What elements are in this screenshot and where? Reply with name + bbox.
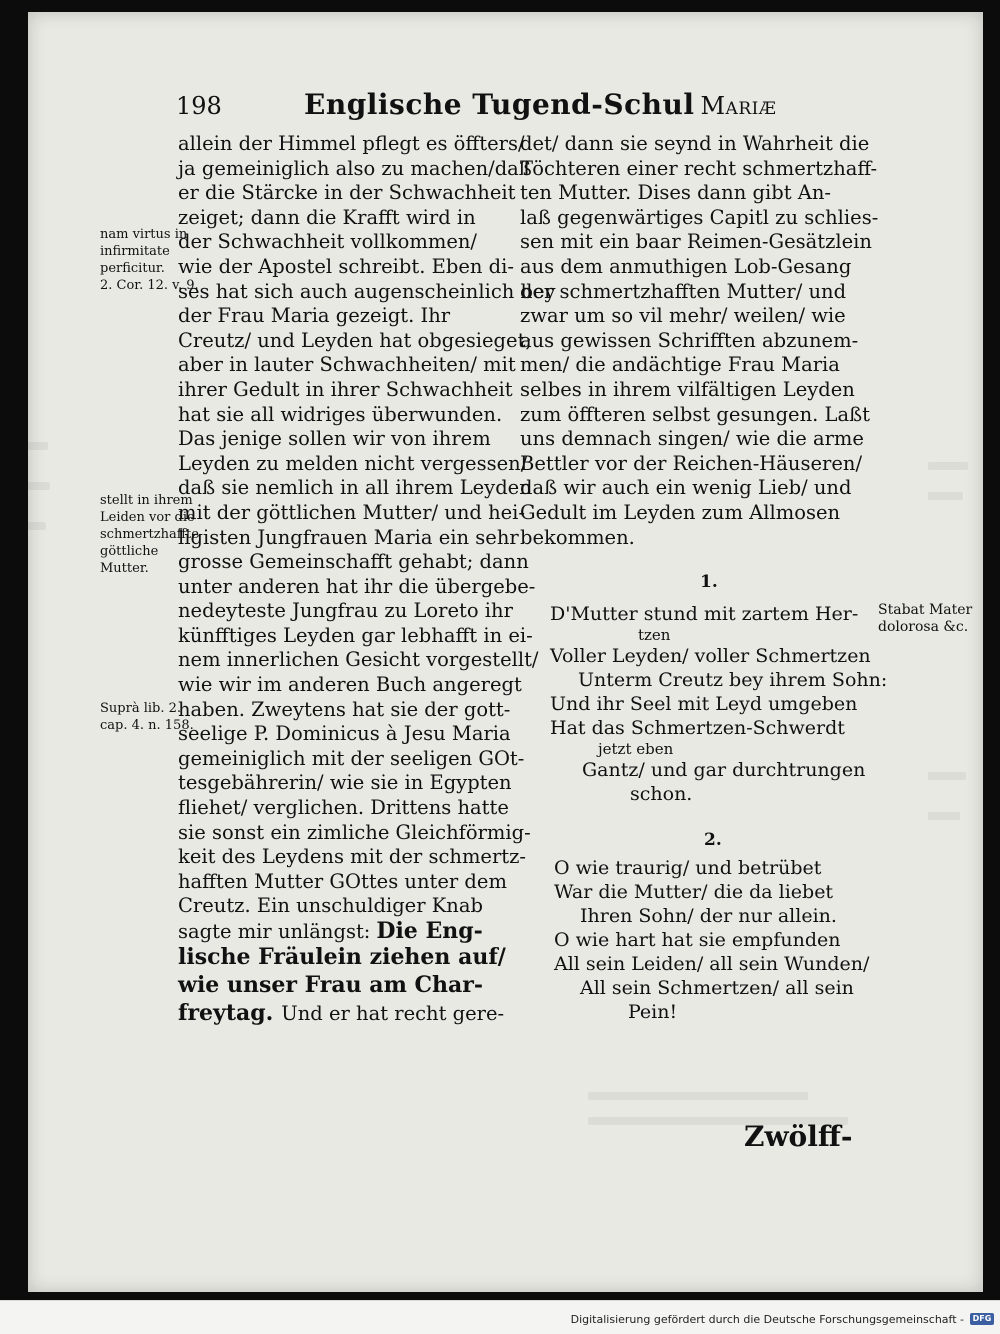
emphasis-quote: freytag.: [178, 999, 274, 1026]
text-line: künfftiges Leyden gar lebhafft in ei-: [178, 623, 533, 647]
text-line: sagte mir unlängst:: [178, 920, 371, 943]
text-line: sen mit ein baar Reimen-Gesätzlein: [520, 230, 872, 254]
left-text-column: [178, 132, 556, 1026]
text-line-rest: Und er hat recht gere-: [281, 1001, 505, 1025]
stanza-number-2: 2.: [704, 830, 722, 850]
text-line: Töchteren einer recht schmertzhaff-: [520, 156, 878, 180]
verse-line: Unterm Creutz bey ihrem Sohn:: [578, 669, 888, 691]
margin-note-line: 2. Cor. 12. v. 9.: [100, 278, 199, 293]
emphasis-quote: wie unser Frau am Char-: [178, 971, 483, 998]
text-line: Leyden zu melden nicht vergessen/: [178, 451, 528, 475]
verse-line: Und ihr Seel mit Leyd umgeben: [550, 693, 858, 715]
text-line: aus dem anmuthigen Lob-Gesang: [520, 254, 852, 278]
text-line: ja gemeiniglich also zu machen/daß: [178, 156, 532, 180]
margin-note-line: infirmitate: [100, 244, 170, 259]
text-line: keit des Leydens mit der schmertz-: [178, 845, 526, 869]
margin-note-line: Stabat Mater: [878, 602, 973, 618]
text-line: ihrer Gedult in ihrer Schwachheit: [178, 377, 513, 401]
text-line: sie sonst ein zimliche Gleichförmig-: [178, 820, 531, 844]
text-line: allein der Himmel pflegt es öffters/: [178, 132, 525, 155]
margin-note-1: [100, 226, 199, 294]
text-line: er die Stärcke in der Schwachheit: [178, 181, 516, 205]
emphasis-quote: Die Eng-: [376, 918, 483, 944]
text-line: selbes in ihrem vilfältigen Leyden: [520, 377, 855, 401]
text-line: gemeiniglich mit der seeligen GOt-: [178, 746, 525, 770]
text-line: wie der Apostel schreibt. Eben di-: [178, 254, 514, 278]
text-line: der Schwachheit vollkommen/: [178, 230, 477, 254]
margin-note-line: Suprà lib. 2.: [100, 701, 182, 716]
text-line: hat sie all widriges überwunden.: [178, 402, 503, 426]
text-line: men/ die andächtige Frau Maria: [520, 353, 840, 377]
text-line: ses hat sich auch augenscheinlich bey: [178, 279, 556, 303]
text-line: nedeyteste Jungfrau zu Loreto ihr: [178, 599, 513, 623]
text-line: zum öffteren selbst gesungen. Laßt: [520, 402, 870, 426]
margin-note-line: Mutter.: [100, 561, 149, 576]
text-line: zeiget; dann die Krafft wird in: [178, 205, 476, 229]
text-line: nem innerlichen Gesicht vorgestellt/: [178, 648, 539, 672]
footer-credit: Digitalisierung gefördert durch die Deutsche Forschungsgemeinschaft -: [570, 1313, 964, 1326]
verse-line: jetzt eben: [598, 740, 674, 758]
verse-line: Hat das Schmertzen-Schwerdt: [550, 717, 845, 739]
text-line: daß wir auch ein wenig Lieb/ und: [520, 476, 852, 500]
verse-line: Ihren Sohn/ der nur allein.: [580, 905, 837, 927]
verse-line: D'Mutter stund mit zartem Her-: [550, 603, 859, 625]
verse-line: All sein Schmertzen/ all sein: [580, 977, 854, 999]
verse-line: schon.: [630, 783, 693, 805]
text-line: daß sie nemlich in all ihrem Leyden: [178, 476, 532, 500]
text-line: seelige P. Dominicus à Jesu Maria: [178, 722, 511, 746]
verse-line: War die Mutter/ die da liebet: [554, 881, 834, 903]
verse-line: Pein!: [628, 1001, 678, 1023]
text-line: ligisten Jungfrauen Maria ein sehr: [178, 525, 519, 549]
text-line: bekommen.: [520, 525, 635, 549]
verse-line: All sein Leiden/ all sein Wunden/: [554, 953, 870, 975]
text-line: laß gegenwärtiges Capitl zu schlies-: [520, 205, 879, 229]
text-line: aus gewissen Schrifften abzunem-: [520, 328, 859, 352]
text-line: Creutz/ und Leyden hat obgesieget;: [178, 328, 532, 352]
running-head-smallcaps: Mariæ: [700, 92, 777, 120]
text-line: [178, 1001, 518, 1026]
right-text-column: [520, 132, 879, 550]
text-line: tesgebährerin/ wie sie in Egypten: [178, 771, 512, 795]
text-line: mit der göttlichen Mutter/ und hei-: [178, 500, 526, 524]
text-line: zwar um so vil mehr/ weilen/ wie: [520, 304, 846, 328]
stanza-2: [554, 856, 869, 1024]
margin-note-line: cap. 4. n. 158.: [100, 718, 194, 733]
verse-line: O wie traurig/ und betrübet: [554, 857, 822, 879]
verse-line: Gantz/ und gar durchtrungen: [582, 759, 866, 781]
text-line: haben. Zweytens hat sie der gott-: [178, 697, 511, 721]
page-number: 198: [176, 92, 222, 120]
stanza-number-1: 1.: [700, 572, 718, 592]
margin-note-line: schmertzhaffte: [100, 527, 199, 542]
margin-note-line: göttliche: [100, 544, 159, 559]
stanza-1: [550, 602, 887, 806]
running-head: [304, 88, 776, 121]
running-head-main: Englische Tugend-Schul: [304, 88, 695, 121]
text-line: uns demnach singen/ wie die arme: [520, 427, 864, 451]
text-line: der schmertzhafften Mutter/ und: [520, 279, 847, 303]
text-line: aber in lauter Schwachheiten/ mit: [178, 353, 516, 377]
catchword: Zwölff-: [744, 1120, 853, 1153]
margin-note-4: [878, 602, 972, 636]
emphasis-quote: lische Fräulein ziehen auf/: [178, 943, 506, 970]
text-line: det/ dann sie seynd in Wahrheit die: [520, 132, 870, 155]
text-line: Das jenige sollen wir von ihrem: [178, 427, 491, 451]
verse-line: Voller Leyden/ voller Schmertzen: [550, 645, 871, 667]
footer-bar: [0, 1300, 1000, 1334]
dfg-logo: DFG: [970, 1313, 994, 1325]
margin-note-3: [100, 700, 194, 734]
text-line: wie wir im anderen Buch angeregt: [178, 673, 522, 697]
verse-line: O wie hart hat sie empfunden: [554, 929, 841, 951]
verse-line: tzen: [638, 626, 671, 644]
margin-note-line: nam virtus in: [100, 227, 188, 242]
margin-note-line: dolorosa &c.: [878, 619, 969, 635]
margin-note-line: perficitur.: [100, 261, 165, 276]
text-line: Creutz. Ein unschuldiger Knab: [178, 894, 483, 918]
margin-note-line: stellt in ihrem: [100, 493, 193, 508]
text-line: Gedult im Leyden zum Allmosen: [520, 500, 841, 524]
text-line: unter anderen hat ihr die übergebe-: [178, 574, 536, 598]
text-line: grosse Gemeinschafft gehabt; dann: [178, 550, 529, 574]
text-line: der Frau Maria gezeigt. Ihr: [178, 304, 451, 328]
text-line: hafften Mutter GOttes unter dem: [178, 869, 507, 893]
margin-note-2: [100, 492, 199, 577]
margin-note-line: Leiden vor die: [100, 510, 195, 525]
text-line: Bettler vor der Reichen-Häuseren/: [520, 451, 863, 475]
text-line: ten Mutter. Dises dann gibt An-: [520, 181, 831, 205]
text-line: fliehet/ verglichen. Drittens hatte: [178, 796, 509, 820]
